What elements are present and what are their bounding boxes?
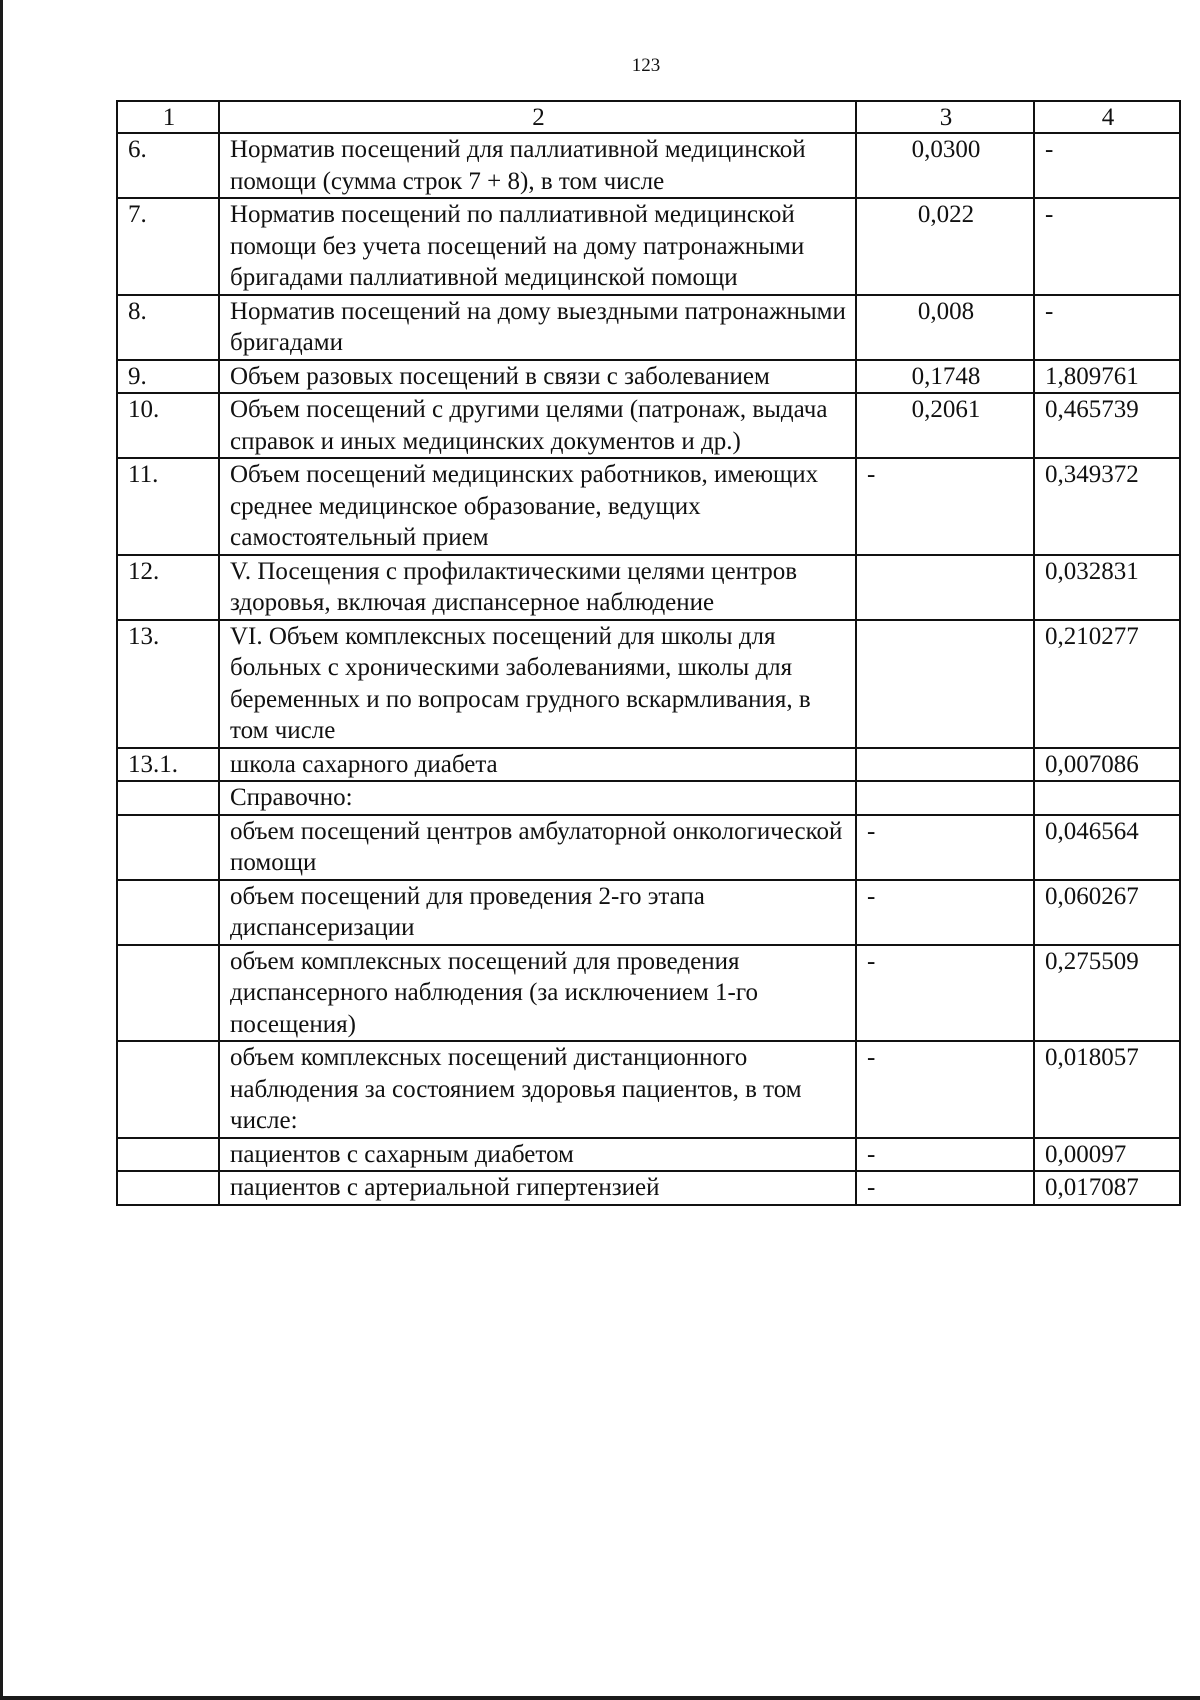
row-description: школа сахарного диабета <box>219 748 856 782</box>
row-number: 11. <box>117 458 219 555</box>
row-description: Норматив посещений по паллиативной медицинской помощи без учета посещений на дому патронажными бригадами паллиативной медицинской помощи <box>219 198 856 295</box>
row-value-col3: - <box>856 815 1034 880</box>
row-number: 12. <box>117 555 219 620</box>
table-row <box>117 458 1180 555</box>
table-row <box>117 393 1180 458</box>
row-description: объем посещений центров амбулаторной онкологической помощи <box>219 815 856 880</box>
row-value-col3: 0,022 <box>856 198 1034 295</box>
row-value-col4: - <box>1034 133 1180 198</box>
row-number <box>117 880 219 945</box>
row-value-col3: 0,008 <box>856 295 1034 360</box>
row-description: объем посещений для проведения 2-го этапа диспансеризации <box>219 880 856 945</box>
table-body <box>117 133 1180 1205</box>
row-description: Норматив посещений для паллиативной медицинской помощи (сумма строк 7 + 8), в том числе <box>219 133 856 198</box>
table-row <box>117 1138 1180 1172</box>
row-value-col4: 0,349372 <box>1034 458 1180 555</box>
row-description: VI. Объем комплексных посещений для школы для больных с хроническими заболеваниями, школы для беременных и по вопросам грудного вскармливания, в том числе <box>219 620 856 748</box>
row-value-col3: - <box>856 458 1034 555</box>
row-number: 10. <box>117 393 219 458</box>
row-description: Справочно: <box>219 781 856 815</box>
row-value-col3 <box>856 748 1034 782</box>
header-col-4: 4 <box>1034 101 1180 133</box>
row-description: пациентов с артериальной гипертензией <box>219 1171 856 1205</box>
row-value-col4: 0,465739 <box>1034 393 1180 458</box>
row-number: 8. <box>117 295 219 360</box>
row-value-col3 <box>856 620 1034 748</box>
row-value-col3 <box>856 781 1034 815</box>
row-number: 9. <box>117 360 219 394</box>
row-number <box>117 815 219 880</box>
row-value-col4: 0,032831 <box>1034 555 1180 620</box>
row-description: пациентов с сахарным диабетом <box>219 1138 856 1172</box>
header-col-3: 3 <box>856 101 1034 133</box>
table-row <box>117 198 1180 295</box>
table-row <box>117 945 1180 1042</box>
table-row <box>117 1041 1180 1138</box>
table-row <box>117 781 1180 815</box>
row-value-col4: 0,017087 <box>1034 1171 1180 1205</box>
row-value-col4: 0,210277 <box>1034 620 1180 748</box>
row-number <box>117 945 219 1042</box>
header-col-1: 1 <box>117 101 219 133</box>
row-value-col3: 0,2061 <box>856 393 1034 458</box>
row-value-col4: 0,007086 <box>1034 748 1180 782</box>
page-number: 123 <box>631 55 661 76</box>
row-number: 7. <box>117 198 219 295</box>
row-number: 13.1. <box>117 748 219 782</box>
scan-edge-bottom <box>0 1696 1200 1700</box>
table-header-row <box>117 101 1180 133</box>
row-value-col3: - <box>856 880 1034 945</box>
row-value-col4: 1,809761 <box>1034 360 1180 394</box>
header-col-2: 2 <box>219 101 856 133</box>
row-value-col3: - <box>856 945 1034 1042</box>
table-row <box>117 880 1180 945</box>
row-description: Объем посещений с другими целями (патронаж, выдача справок и иных медицинских документов и др.) <box>219 393 856 458</box>
scan-edge-left <box>0 0 3 1700</box>
row-value-col4: 0,046564 <box>1034 815 1180 880</box>
row-value-col3: 0,0300 <box>856 133 1034 198</box>
table-row <box>117 133 1180 198</box>
row-value-col3: 0,1748 <box>856 360 1034 394</box>
row-description: объем комплексных посещений для проведения диспансерного наблюдения (за исключением 1-го посещения) <box>219 945 856 1042</box>
row-value-col4: 0,00097 <box>1034 1138 1180 1172</box>
row-number: 6. <box>117 133 219 198</box>
row-value-col3: - <box>856 1041 1034 1138</box>
row-description: объем комплексных посещений дистанционного наблюдения за состоянием здоровья пациентов, в том числе: <box>219 1041 856 1138</box>
row-value-col4 <box>1034 781 1180 815</box>
row-value-col3 <box>856 555 1034 620</box>
norms-table <box>116 100 1181 1206</box>
table-row <box>117 1171 1180 1205</box>
row-value-col4: - <box>1034 295 1180 360</box>
table-row <box>117 555 1180 620</box>
row-number <box>117 1041 219 1138</box>
row-value-col4: - <box>1034 198 1180 295</box>
table-row <box>117 620 1180 748</box>
row-description: Объем разовых посещений в связи с заболеванием <box>219 360 856 394</box>
row-value-col4: 0,275509 <box>1034 945 1180 1042</box>
row-description: Норматив посещений на дому выездными патронажными бригадами <box>219 295 856 360</box>
row-value-col4: 0,018057 <box>1034 1041 1180 1138</box>
row-number <box>117 781 219 815</box>
table-row <box>117 360 1180 394</box>
row-value-col3: - <box>856 1138 1034 1172</box>
row-description: V. Посещения с профилактическими целями центров здоровья, включая диспансерное наблюдение <box>219 555 856 620</box>
table-row <box>117 815 1180 880</box>
row-value-col3: - <box>856 1171 1034 1205</box>
table-row <box>117 748 1180 782</box>
row-value-col4: 0,060267 <box>1034 880 1180 945</box>
row-number <box>117 1171 219 1205</box>
row-number: 13. <box>117 620 219 748</box>
row-description: Объем посещений медицинских работников, имеющих среднее медицинское образование, ведущих самостоятельный прием <box>219 458 856 555</box>
row-number <box>117 1138 219 1172</box>
table-row <box>117 295 1180 360</box>
